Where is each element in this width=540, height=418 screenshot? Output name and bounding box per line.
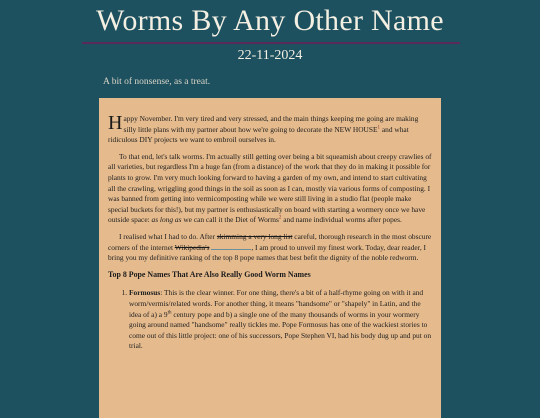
emphasis-text: as long as — [151, 215, 182, 225]
ranking-list — [108, 288, 432, 352]
paragraph-text: , I am proud to unveil my finest work. Today, dear reader, I bring you my definitive ranking of the top 8 pope names that best befit the dignity of the noble redworm. — [108, 242, 426, 263]
paragraph-intro — [108, 114, 432, 146]
paragraph-text: To that end, let's talk worms. I'm actually still getting over being a bit squeamish about creepy crawlies of all varieties, but regardless I'm a huge fan (from a distance) of the work that they do in making it possible for plants to grow. I'm very much looking forward to having a garden of my own, and intend to start cultivating all the crawling, wriggling good things in the soil as soon as I can, mostly via various forms of composting. I was banned from getting into vermicomposting while we were still living in a studio flat (people make special buckets for this!), but my partner is enthusiastically on board with starting a wormery once we have outside space: — [108, 151, 432, 225]
strikethrough-text: skimming a very long list — [216, 231, 293, 241]
list-item-text: century pope and b) a single one of the many thousands of worms in your wormery going around named "handsome" really tickles me. Pope Formosus has one of the wackiest stories to come out of this little project: one of his successors, Pope Stephen VI, had his body dug up and put on trial. — [129, 309, 432, 351]
title-divider — [82, 42, 460, 44]
paragraph-text: we can call it the Diet of Worms — [181, 215, 279, 225]
site-title[interactable]: Worms By Any Other Name — [96, 4, 444, 37]
paragraph-text: and name individual worms after popes. — [281, 215, 402, 225]
list-item — [129, 288, 432, 352]
list-item-name: Formosus — [129, 288, 161, 298]
wikipedia-link[interactable] — [211, 243, 251, 250]
ordinal-suffix: th — [167, 310, 172, 316]
drop-cap: H — [108, 112, 123, 134]
article-body — [99, 98, 441, 418]
paragraph-worms — [108, 152, 432, 226]
strikethrough-text: Wikipedia's — [174, 242, 210, 252]
footnote-link-2[interactable]: 2 — [278, 215, 282, 221]
paragraph-text: and what ridiculous DIY projects we want to embroil ourselves in. — [108, 124, 409, 145]
paragraph-text: careful, thorough research in the most obscure corners of the internet — [108, 231, 432, 252]
paragraph-text: appy November. I'm very tired and very stressed, and the main things keeping me going are making silly little plans with my partner about how we're going to decorate the NEW HOUSE — [123, 114, 419, 134]
paragraph-text: I realised what I had to do. After — [119, 231, 217, 241]
site-tagline: A bit of nonsense, as a treat. — [103, 77, 211, 87]
paragraph-research — [108, 232, 432, 264]
section-heading: Top 8 Pope Names That Are Also Really Good Worm Names — [108, 269, 311, 279]
footnote-link-1[interactable]: 1 — [377, 125, 381, 131]
list-item-text: : This is the clear winner. For one thing, there's a bit of a half-rhyme going on with it and worm/vermis/related words. For another thing, it means "handsome" or "shapely" in Latin, and the idea of a) a 9 — [129, 288, 424, 319]
post-date: 22-11-2024 — [237, 48, 303, 63]
